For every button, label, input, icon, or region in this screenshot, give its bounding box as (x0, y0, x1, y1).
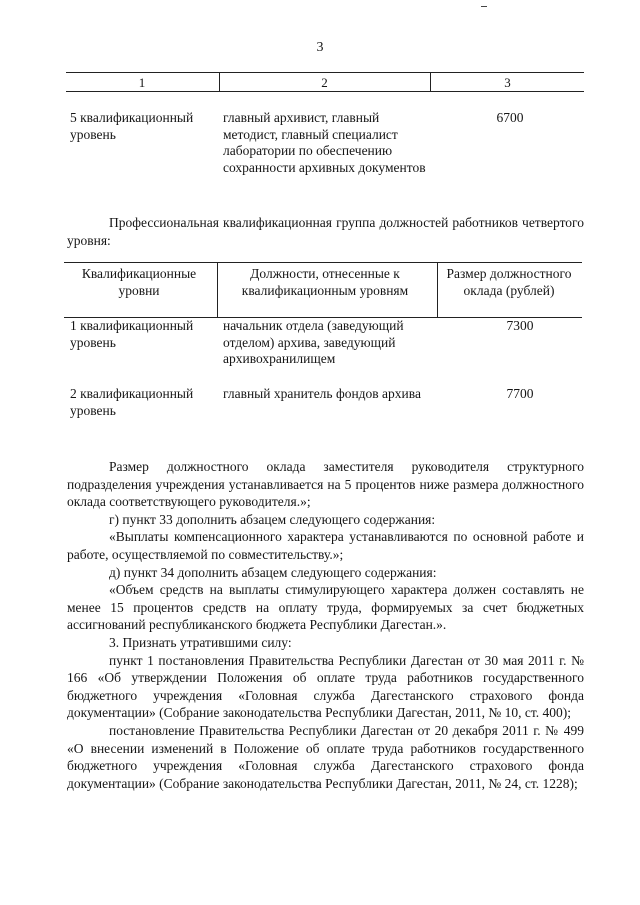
table2-header-levels: Квалификационные уровни (81, 266, 197, 298)
paragraph: Размер должностного оклада заместителя руководителя структурного подразделения учреждения устанавливается на 5 процентов ниже размера должностного оклада соответствующего руководителя.»; (67, 459, 584, 510)
table2-row2-positions: главный хранитель фондов архива (223, 386, 421, 401)
table2-header-positions: Должности, отнесенные к квалификационным уровням (241, 266, 409, 298)
table1-positions: главный архивист, главный методист, главный специалист лаборатории по обеспечению сохранности архивных документов (223, 110, 426, 175)
paragraph: постановление Правительства Республики Дагестан от 20 декабря 2011 г. № 499 «О внесении изменений в Положение об оплате труда работников государственного бюджетного учреждения «Головная служба Дагестанского страхового фонда документации» (Собрание законодательства Республики Дагестан, 2011, № 24, ст. 1228); (67, 722, 584, 791)
paragraph: «Объем средств на выплаты стимулирующего характера должен составлять не менее 15 процентов средств на оплату труда, формируемых за счет бюджетных ассигнований республиканского бюджета Республики Дагестан.». (67, 582, 584, 633)
page-number: 3 (316, 40, 324, 55)
paragraph: д) пункт 34 дополнить абзацем следующего содержания: (109, 564, 437, 580)
table2-row2-level: 2 квалификационный уровень (70, 386, 194, 418)
group-intro (67, 214, 584, 249)
table2-header (64, 262, 582, 318)
paragraph: пункт 1 постановления Правительства Республики Дагестан от 30 мая 2011 г. № 166 «Об утверждении Положения об оплате труда работников государственного бюджетного учреждения «Головная служба Дагестанского страхового фонда документации» (Собрание законодательства Республики Дагестан, 2011, № 10, ст. 400); (67, 652, 584, 721)
table1-level: 5 квалификационный уровень (70, 110, 194, 142)
table2-header-salary: Размер должностного оклада (рублей) (446, 266, 572, 298)
table1-divider (430, 72, 431, 91)
table1-salary: 6700 (496, 110, 524, 125)
table1-header-col2: 2 (321, 75, 328, 90)
table1-divider (219, 72, 220, 91)
group-intro-text: Профессиональная квалификационная группа должностей работников четвертого уровня: (67, 215, 584, 248)
paragraph: г) пункт 33 дополнить абзацем следующего содержания: (109, 511, 436, 527)
table1-header-col3: 3 (504, 75, 511, 90)
table2-row1-positions: начальник отдела (заведующий отделом) архива, заведующий архивохранилищем (223, 318, 404, 366)
body-text (67, 458, 584, 792)
table2-row2-salary: 7700 (506, 386, 534, 401)
paragraph: 3. Признать утратившими силу: (109, 634, 292, 650)
table2-row1-level: 1 квалификационный уровень (70, 318, 194, 350)
table2-divider (437, 262, 438, 317)
scan-mark (481, 6, 487, 7)
table1-header-col1: 1 (138, 75, 146, 90)
table2-divider (217, 262, 218, 317)
table2-row1-salary: 7300 (506, 318, 534, 333)
paragraph: «Выплаты компенсационного характера устанавливаются по основной работе и работе, осуществляемой по совместительству.»; (67, 529, 584, 562)
table1-header (66, 72, 584, 92)
